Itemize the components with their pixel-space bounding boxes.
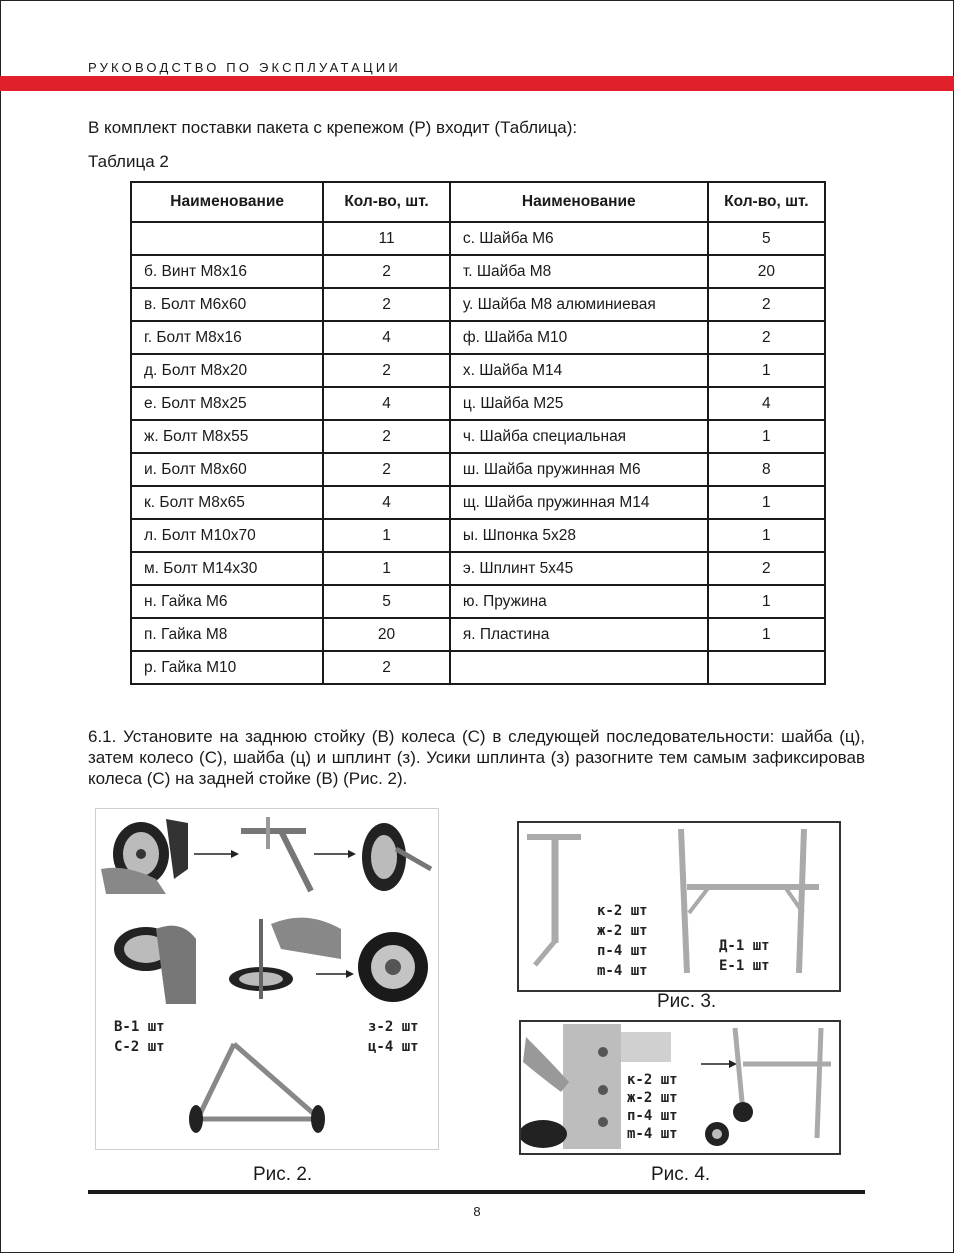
fig3-label-zh: ж-2 шт [597, 923, 648, 939]
part-qty-cell: 1 [708, 618, 825, 651]
fig3-label-k: к-2 шт [597, 903, 648, 919]
fig3-label-p: п-4 шт [597, 943, 648, 959]
part-qty-cell: 1 [708, 354, 825, 387]
fig2-label-c: С-2 шт [114, 1039, 165, 1055]
part-name-cell: г. Болт М8х16 [131, 321, 323, 354]
part-qty-cell: 4 [323, 387, 450, 420]
header-red-band [0, 76, 954, 91]
manual-header-title: РУКОВОДСТВО ПО ЭКСПЛУАТАЦИИ [88, 60, 401, 75]
part-name-cell: н. Гайка М6 [131, 585, 323, 618]
part-qty-cell: 8 [708, 453, 825, 486]
figure-3-caption: Рис. 3. [657, 991, 717, 1012]
part-qty-cell: 2 [708, 288, 825, 321]
part-name-cell: л. Болт М10х70 [131, 519, 323, 552]
part-name-cell: ф. Шайба М10 [450, 321, 708, 354]
fig4-label-p: п-4 шт [627, 1108, 678, 1124]
fig2-label-ts: ц-4 шт [368, 1039, 419, 1055]
wheel-icon [362, 823, 431, 891]
figure-4-assembly [519, 1020, 841, 1155]
header-name-1: Наименование [131, 182, 323, 222]
part-qty-cell: 5 [323, 585, 450, 618]
figure-3-illustration [519, 823, 839, 990]
table-row [131, 420, 825, 453]
part-name-cell: э. Шплинт 5х45 [450, 552, 708, 585]
header-name-2: Наименование [450, 182, 708, 222]
part-name-cell: с. Шайба М6 [450, 222, 708, 255]
figure-3-frame-parts [517, 821, 841, 992]
table-row [131, 486, 825, 519]
part-name-cell: ш. Шайба пружинная М6 [450, 453, 708, 486]
part-name-cell: ц. Шайба М25 [450, 387, 708, 420]
fig4-label-m: m-4 шт [627, 1126, 678, 1142]
part-qty-cell: 4 [323, 486, 450, 519]
part-name-cell: и. Болт М8х60 [131, 453, 323, 486]
part-qty-cell: 4 [708, 387, 825, 420]
arrow-icon [701, 1060, 737, 1068]
part-qty-cell [708, 651, 825, 684]
part-qty-cell: 1 [323, 519, 450, 552]
part-name-cell: д. Болт М8х20 [131, 354, 323, 387]
part-qty-cell: 2 [323, 453, 450, 486]
table-row [131, 618, 825, 651]
part-qty-cell: 1 [708, 585, 825, 618]
part-name-cell: у. Шайба М8 алюминиевая [450, 288, 708, 321]
arrow-icon [314, 850, 356, 858]
fig4-label-k: к-2 шт [627, 1072, 678, 1088]
part-name-cell: щ. Шайба пружинная М14 [450, 486, 708, 519]
part-name-cell: б. Винт М8х16 [131, 255, 323, 288]
fig3-label-e: Е-1 шт [719, 958, 770, 974]
part-name-cell [450, 651, 708, 684]
part-qty-cell: 1 [708, 420, 825, 453]
part-qty-cell: 11 [323, 222, 450, 255]
part-qty-cell: 5 [708, 222, 825, 255]
fig2-label-z: з-2 шт [368, 1019, 419, 1035]
intro-text: В комплект поставки пакета с крепежом (Р) входит (Таблица): [88, 118, 578, 137]
part-qty-cell: 2 [323, 420, 450, 453]
table-row [131, 255, 825, 288]
part-qty-cell: 4 [323, 321, 450, 354]
part-name-cell: р. Гайка М10 [131, 651, 323, 684]
figure-4-caption: Рис. 4. [651, 1164, 711, 1185]
part-name-cell: я. Пластина [450, 618, 708, 651]
part-qty-cell: 20 [708, 255, 825, 288]
wheel-icon [229, 918, 341, 999]
arrow-icon [316, 970, 354, 978]
parts-table-body [131, 222, 825, 684]
table-row [131, 651, 825, 684]
table-caption: Таблица 2 [88, 152, 169, 171]
figure-4-illustration [521, 1022, 839, 1153]
assembled-frame-icon [705, 1028, 831, 1146]
assembled-stand-icon [189, 1044, 325, 1133]
fig2-label-v: В-1 шт [114, 1019, 165, 1035]
fig4-label-zh: ж-2 шт [627, 1090, 678, 1106]
fig3-label-m: m-4 шт [597, 963, 648, 979]
part-name-cell: п. Гайка М8 [131, 618, 323, 651]
part-name-cell: е. Болт М8х25 [131, 387, 323, 420]
part-qty-cell: 2 [708, 321, 825, 354]
table-row [131, 387, 825, 420]
part-name-cell: ы. Шпонка 5х28 [450, 519, 708, 552]
table-row [131, 354, 825, 387]
instruction-paragraph: 6.1. Установите на заднюю стойку (В) колеса (С) в следующей последовательности: шайба (ц), затем колесо (С), шайба (ц) и шплинт (з). Усики шплинта (з) разогните тем самым зафиксировав колеса (С) на задней стойке (В) (Рис. 2). [88, 727, 865, 788]
arrow-icon [194, 850, 239, 858]
part-qty-cell: 1 [323, 552, 450, 585]
figure-2-caption: Рис. 2. [253, 1164, 313, 1185]
part-name-cell: ю. Пружина [450, 585, 708, 618]
part-qty-cell: 20 [323, 618, 450, 651]
page-number: 8 [473, 1204, 481, 1219]
stand-post-icon [527, 837, 581, 965]
part-name-cell: к. Болт М8х65 [131, 486, 323, 519]
part-qty-cell: 1 [708, 519, 825, 552]
part-qty-cell: 2 [323, 288, 450, 321]
figure-2-illustration [96, 809, 438, 1149]
wheel-icon [358, 932, 428, 1002]
rear-stand-icon [241, 817, 311, 891]
part-qty-cell: 2 [708, 552, 825, 585]
table-row [131, 585, 825, 618]
part-name-cell: в. Болт М6х60 [131, 288, 323, 321]
wheel-icon [101, 819, 188, 894]
table-row [131, 288, 825, 321]
part-name-cell: м. Болт М14х30 [131, 552, 323, 585]
part-qty-cell: 2 [323, 651, 450, 684]
part-qty-cell: 2 [323, 255, 450, 288]
table-row [131, 519, 825, 552]
part-qty-cell: 2 [323, 354, 450, 387]
part-name-cell: ж. Болт М8х55 [131, 420, 323, 453]
parts-table [130, 181, 826, 685]
header-qty-2: Кол-во, шт. [708, 182, 825, 222]
part-name-cell: х. Шайба М14 [450, 354, 708, 387]
part-name-cell: т. Шайба М8 [450, 255, 708, 288]
part-qty-cell: 1 [708, 486, 825, 519]
header-qty-1: Кол-во, шт. [323, 182, 450, 222]
table-row [131, 321, 825, 354]
table-row [131, 552, 825, 585]
wheel-icon [114, 926, 196, 1004]
table-row [131, 222, 825, 255]
figure-2-wheel-assembly [95, 808, 439, 1150]
table-row [131, 453, 825, 486]
fig3-label-d: Д-1 шт [719, 938, 770, 954]
table-header-row [131, 182, 825, 222]
footer-rule [88, 1190, 865, 1194]
part-name-cell: ч. Шайба специальная [450, 420, 708, 453]
part-name-cell [131, 222, 323, 255]
